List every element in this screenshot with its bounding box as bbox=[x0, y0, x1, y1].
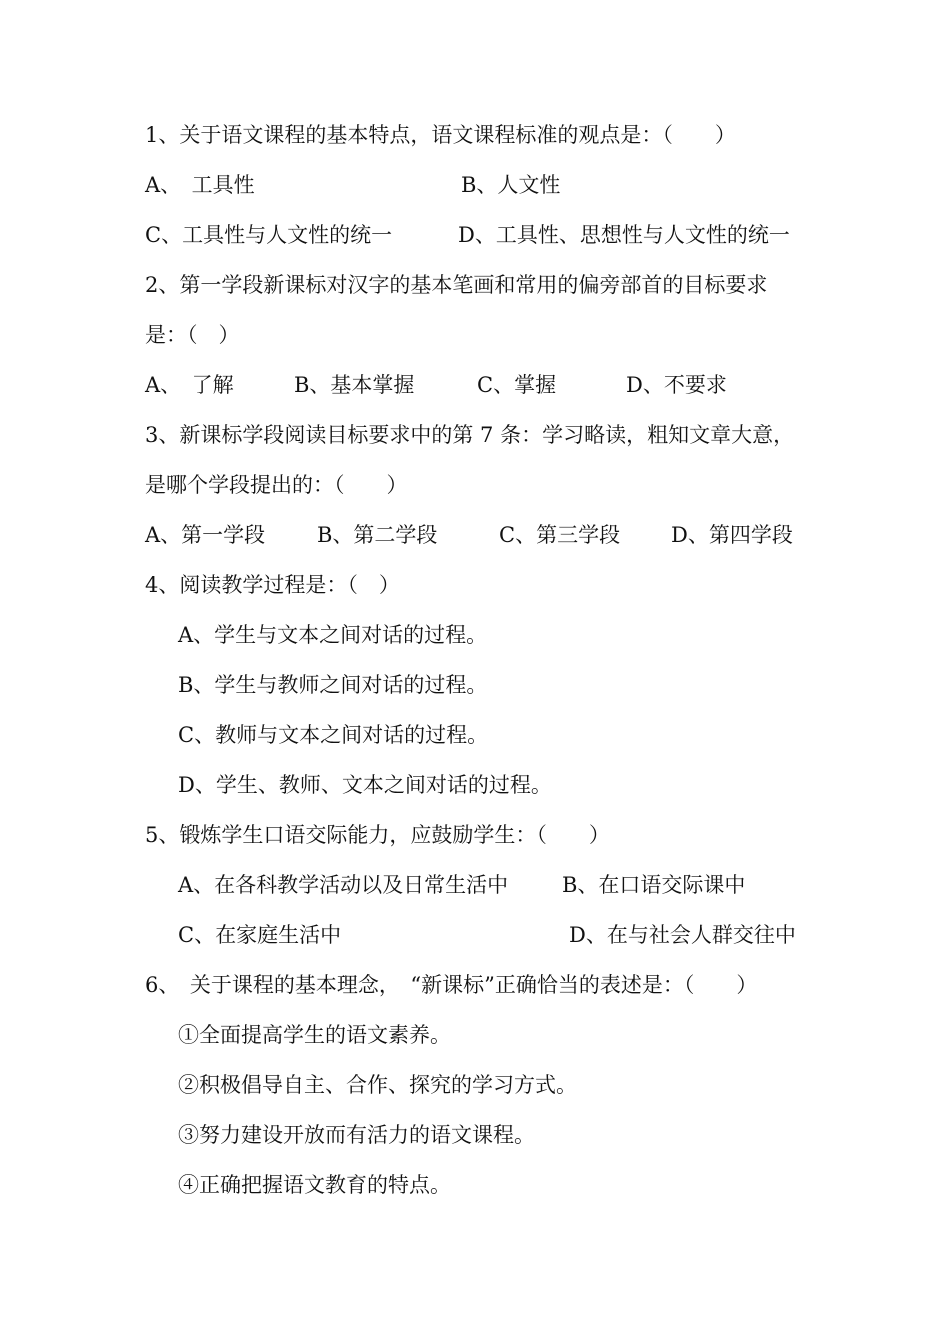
question-2-options-row bbox=[145, 360, 810, 410]
question-2-stem-line-1: 2、第一学段新课标对汉字的基本笔画和常用的偏旁部首的目标要求 bbox=[145, 273, 768, 297]
question-3-options-row bbox=[145, 510, 810, 560]
question-4-option-a: A、学生与文本之间对话的过程。 bbox=[178, 623, 488, 647]
option-c: C、工具性与人文性的统一 bbox=[145, 223, 393, 247]
question-5-options-row-2 bbox=[178, 910, 810, 960]
question-6-statement-2: ②积极倡导自主、合作、探究的学习方式。 bbox=[178, 1073, 577, 1097]
question-5-stem: 5、锻炼学生口语交际能力，应鼓励学生：（ ） bbox=[145, 823, 610, 847]
option-d: D、第四学段 bbox=[671, 523, 793, 547]
question-3-stem-line-2: 是哪个学段提出的：（ ） bbox=[145, 473, 408, 497]
question-4-option-d: D、学生、教师、文本之间对话的过程。 bbox=[178, 773, 552, 797]
option-b: B、第二学段 bbox=[317, 523, 438, 547]
option-b: B、在口语交际课中 bbox=[562, 873, 746, 897]
option-b: B、基本掌握 bbox=[294, 373, 415, 397]
option-a: A、在各科教学活动以及日常生活中 bbox=[178, 873, 509, 897]
option-d: D、在与社会人群交往中 bbox=[569, 923, 796, 947]
option-b: B、人文性 bbox=[461, 173, 561, 197]
question-3-stem-line-1: 3、新课标学段阅读目标要求中的第 7 条：学习略读，粗知文章大意， bbox=[145, 423, 795, 447]
question-4-stem: 4、阅读教学过程是：（ ） bbox=[145, 573, 400, 597]
option-a: A、 工具性 bbox=[145, 173, 255, 197]
question-6-statement-3: ③努力建设开放而有活力的语文课程。 bbox=[178, 1123, 535, 1147]
option-d: D、工具性、思想性与人文性的统一 bbox=[458, 223, 790, 247]
question-1-options-row-2 bbox=[145, 210, 810, 260]
question-1-stem: 1、关于语文课程的基本特点，语文课程标准的观点是：（ ） bbox=[145, 123, 736, 147]
question-6-statement-1: ①全面提高学生的语文素养。 bbox=[178, 1023, 451, 1047]
option-c: C、在家庭生活中 bbox=[178, 923, 342, 947]
option-a: A、第一学段 bbox=[145, 523, 266, 547]
question-4-option-c: C、教师与文本之间对话的过程。 bbox=[178, 723, 489, 747]
option-d: D、不要求 bbox=[626, 373, 727, 397]
question-6-stem: 6、 关于课程的基本理念， “新课标”正确恰当的表述是：（ ） bbox=[145, 973, 758, 997]
option-c: C、第三学段 bbox=[499, 523, 621, 547]
question-1-options-row-1 bbox=[145, 160, 810, 210]
question-4-option-b: B、学生与教师之间对话的过程。 bbox=[178, 673, 488, 697]
question-2-stem-line-2: 是：（ ） bbox=[145, 323, 240, 347]
option-a: A、 了解 bbox=[145, 373, 234, 397]
question-5-options-row-1 bbox=[178, 860, 810, 910]
question-6-statement-4: ④正确把握语文教育的特点。 bbox=[178, 1173, 451, 1197]
option-c: C、掌握 bbox=[477, 373, 557, 397]
